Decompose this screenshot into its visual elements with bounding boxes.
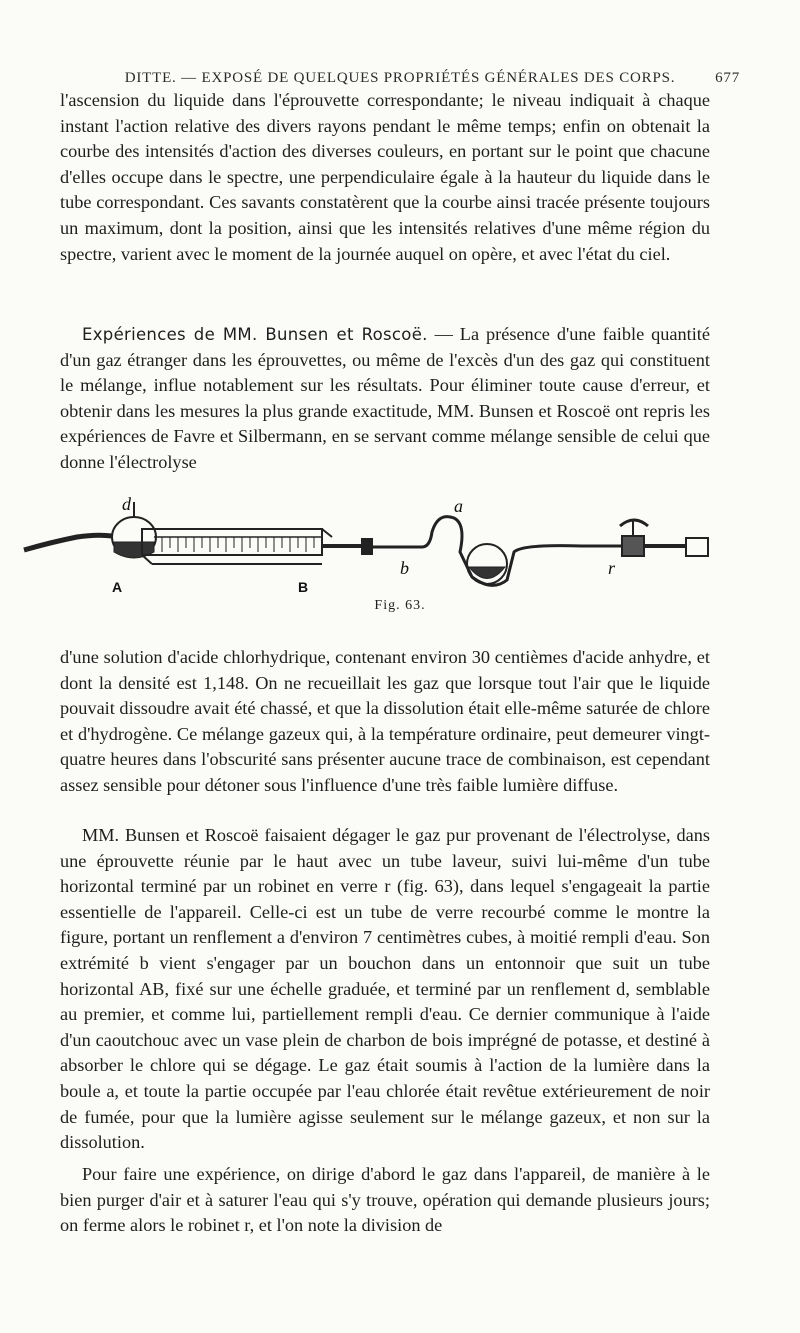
paragraph-5 — [60, 1162, 710, 1239]
label-a: a — [454, 496, 463, 516]
label-b: b — [400, 558, 409, 578]
running-header — [60, 70, 740, 87]
paragraph-4 — [60, 823, 710, 1156]
paragraph-1-text: l'ascension du liquide dans l'éprouvette correspondante; le niveau indiquait à chaque instant l'action relative des divers rayons pendant le même temps; enfin on obtenait la courbe des intensités d'action des diverses couleurs, en portant sur le point que chacune d'elles occupe dans le spectre, une perpendiculaire égale à la hauteur du liquide dans le tube correspondant. Ces savants constatèrent que la courbe ainsi tracée présente toujours un maximum, dont la position, ainsi que les intensités relatives d'une même région du spectre, varient avec le moment de la journée auquel on opère, et avec l'état du ciel. — [60, 90, 710, 264]
paragraph-3 — [60, 645, 710, 799]
paragraph-5-text: Pour faire une expérience, on dirige d'abord le gaz dans l'appareil, de manière à le bien purger d'air et à saturer l'eau qui s'y trouve, opération qui demande plusieurs jours; on ferme alors le robinet r, et l'on note la division de — [60, 1164, 710, 1236]
paragraph-2-body — [60, 322, 710, 476]
paragraph-4-text: MM. Bunsen et Roscoë faisaient dégager le gaz pur provenant de l'électrolyse, dans une éprouvette réunie par le haut avec un tube laveur, suivi lui-même d'un tube horizontal terminé par un robinet en verre r (fig. 63), dans lequel s'engageait la partie essentielle de l'appareil. Celle-ci est un tube de verre recourbé comme le montre la figure, portant un renflement a d'environ 7 centimètres cubes, à moitié rempli d'eau. Son extrémité b vient s'engager par un bouchon dans un entonnoir que suit un tube horizontal AB, fixé sur une échelle graduée, et terminé par un renflement d, semblable au premier, et comme lui, partiellement rempli d'eau. Ce dernier communique à l'aide d'un caoutchouc avec un vase plein de charbon de bois imprégné de potasse, et destiné à absorber le chlore qui se dégage. Le gaz était soumis à l'action de la lumière dans la boule a, et toute la partie occupée par l'eau chlorée était revêtue extérieurement de noir de fumée, pour que la lumière agisse seulement sur le mélange gazeux, et non sur la dissolution. — [60, 825, 710, 1153]
paragraph-3-text: d'une solution d'acide chlorhydrique, contenant environ 30 centièmes d'acide anhydre, et dont la densité est 1,148. On ne recueillait les gaz que lorsque tout l'air que le liquide pouvait dissoudre avait été chassé, et que la dissolution était elle-même saturée de chlore et d'hydrogène. Ce mélange gazeux qui, à la température ordinaire, peut demeurer vingt-quatre heures dans l'obscurité sans présenter aucune trace de combinaison, est cependant assez sensible pour détoner sous l'influence d'une très faible lumière diffuse. — [60, 647, 710, 795]
cork-b — [362, 539, 372, 554]
label-d: d — [122, 494, 131, 514]
paragraph-2 — [60, 322, 710, 476]
paragraph-2-text: — La présence d'une faible quantité d'un gaz étranger dans les éprouvettes, ou même de l'excès d'un des gaz qui constituent le mélange, influe notablement sur les résultats. Pour éliminer toute cause d'erreur, et obtenir dans les mesures la plus grande exactitude, MM. Bunsen et Roscoë ont repris les expériences de Favre et Silbermann, en se servant comme mélange sensible de celui que donne l'électrolyse — [60, 324, 710, 472]
running-title: DITTE. — EXPOSÉ DE QUELQUES PROPRIÉTÉS GÉNÉRALES DES CORPS. — [124, 70, 676, 86]
scale-ticks — [162, 537, 314, 552]
section-heading: Expériences de MM. Bunsen et Roscoë. — [82, 325, 428, 344]
stopcock-r — [622, 536, 644, 556]
label-B: B — [298, 579, 309, 595]
rubber-tube — [24, 535, 112, 550]
paragraph-1 — [60, 88, 710, 267]
label-A: A — [112, 579, 123, 595]
page-number: 677 — [715, 70, 740, 86]
label-r: r — [608, 558, 616, 578]
graduated-scale — [142, 529, 322, 555]
figure-caption: Fig. 63. — [374, 598, 426, 613]
